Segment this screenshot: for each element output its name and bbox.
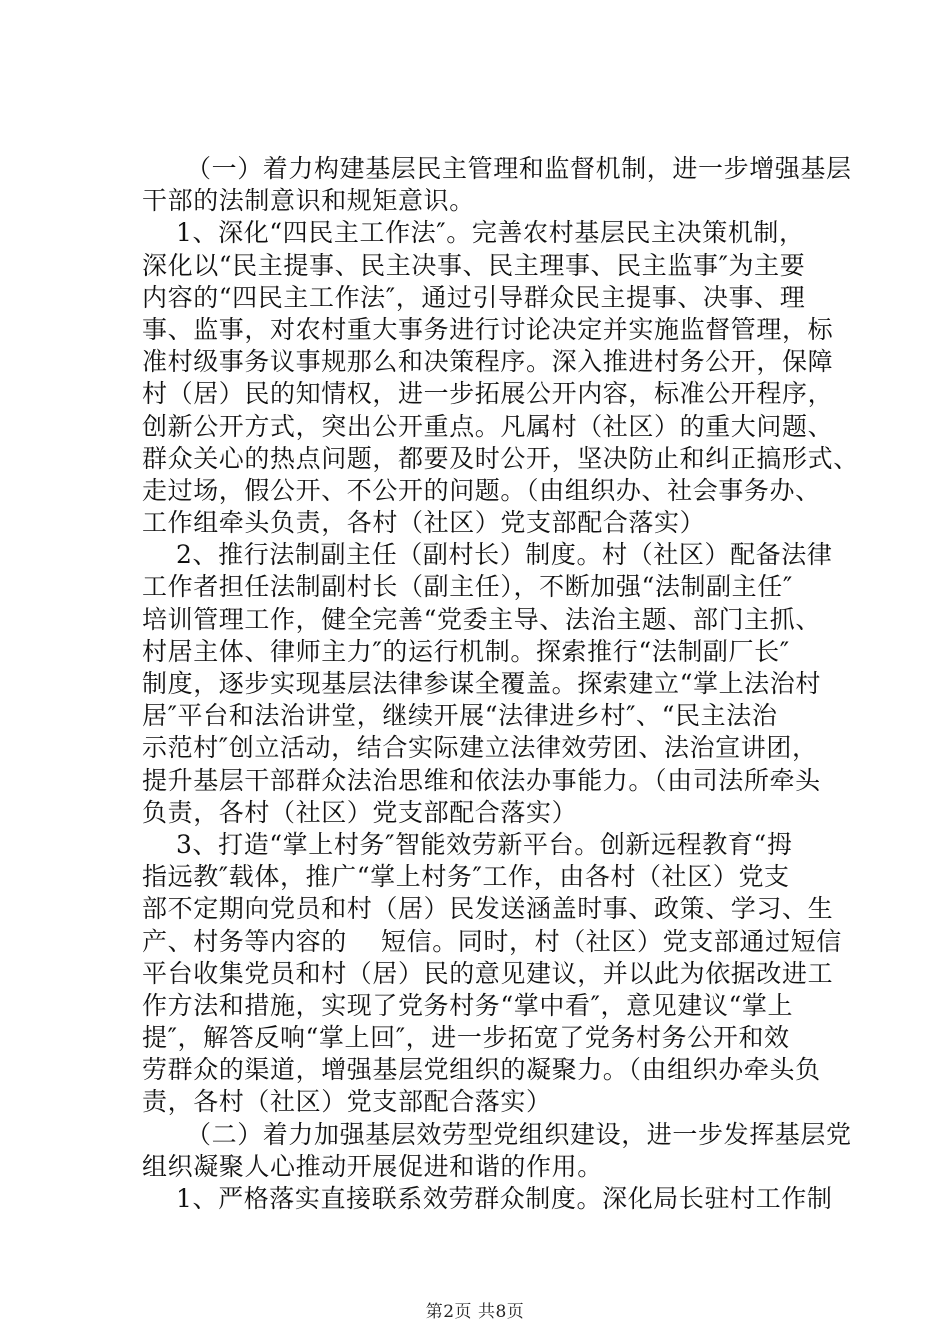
text-line: 提升基层干部群众法治思维和依法办事能力。（由司法所牵头	[142, 765, 821, 795]
text-line: 干部的法制意识和规矩意识。	[142, 186, 475, 216]
section-heading-1: （一）着力构建基层民主管理和监督机制，进一步增强基层	[186, 154, 852, 183]
text-line: 组织凝聚人心推动开展促进和谐的作用。	[142, 1151, 603, 1181]
item-heading-1-1: 1、深化“四民主工作法″。完善农村基层民主决策机制，	[176, 218, 805, 248]
text-line: 村居主体、律师主力″的运行机制。探索推行“法制副厂长″	[142, 636, 790, 666]
text-line: 创新公开方式，突出公开重点。凡属村（社区）的重大问题、	[142, 411, 834, 441]
page-number-label: 第2页 共8页	[425, 1302, 525, 1322]
text-line: 提″，解答反响“掌上回″，进一步拓宽了党务村务公开和效	[142, 1023, 790, 1053]
text-line: 劳群众的渠道，增强基层党组织的凝聚力。（由组织办牵头负	[142, 1055, 821, 1085]
text-line: 群众关心的热点问题，都要及时公开，坚决防止和纠正搞形式、	[142, 443, 859, 473]
text-line: 工作组牵头负责，各村（社区）党支部配合落实）	[142, 508, 706, 538]
text-line: 平台收集党员和村（居）民的意见建议，并以此为依据改进工	[142, 958, 834, 988]
text-line: 深化以“民主提事、民主决事、民主理事、民主监事″为主要	[142, 250, 806, 280]
text-line: 村（居）民的知情权，进一步拓展公开内容，标准公开程序，	[142, 379, 834, 409]
text-line: 内容的“四民主工作法″，通过引导群众民主提事、决事、理	[142, 282, 806, 312]
text-line: 工作者担任法制副村长（副主任），不断加强“法制副主任″	[142, 572, 793, 602]
text-line: 居″平台和法治讲堂，继续开展“法律进乡村″、“民主法治	[142, 701, 778, 731]
item-heading-2-1: 1、严格落实直接联系效劳群众制度。深化局长驻村工作制	[176, 1184, 833, 1213]
text-line: 制度，逐步实现基层法律参谋全覆盖。探索建立“掌上法治村	[142, 669, 821, 698]
item-heading-1-3: 3、打造“掌上村务″智能效劳新平台。创新远程教育“拇	[176, 829, 793, 859]
section-heading-2: （二）着力加强基层效劳型党组织建设，进一步发挥基层党	[186, 1119, 852, 1149]
text-line: 事、监事，对农村重大事务进行讨论决定并实施监督管理，标	[142, 314, 834, 344]
text-line: 产、村务等内容的 短信。同时，村（社区）党支部通过短信	[142, 926, 842, 956]
page-footer	[0, 1297, 950, 1322]
text-line: 部不定期向党员和村（居）民发送涵盖时事、政策、学习、生	[142, 894, 834, 924]
text-line: 作方法和措施，实现了党务村务“掌中看″，意见建议“掌上	[142, 990, 794, 1020]
text-line: 准村级事务议事规那么和决策程序。深入推进村务公开，保障	[142, 347, 834, 377]
text-line: 示范村″创立活动，结合实际建立法律效劳团、法治宣讲团，	[142, 733, 818, 763]
document-body	[142, 153, 859, 1215]
text-line: 负责，各村（社区）党支部配合落实）	[142, 797, 578, 827]
item-heading-1-2: 2、推行法制副主任（副村长）制度。村（社区）配备法律	[176, 540, 833, 570]
text-line: 走过场，假公开、不公开的问题。（由组织办、社会事务办、	[142, 475, 821, 505]
text-line: 指远教″载体，推广“掌上村务″工作，由各村（社区）党支	[142, 862, 790, 892]
text-line: 培训管理工作，健全完善“党委主导、法治主题、部门主抓、	[142, 604, 821, 634]
text-line: 责，各村（社区）党支部配合落实）	[142, 1087, 552, 1117]
